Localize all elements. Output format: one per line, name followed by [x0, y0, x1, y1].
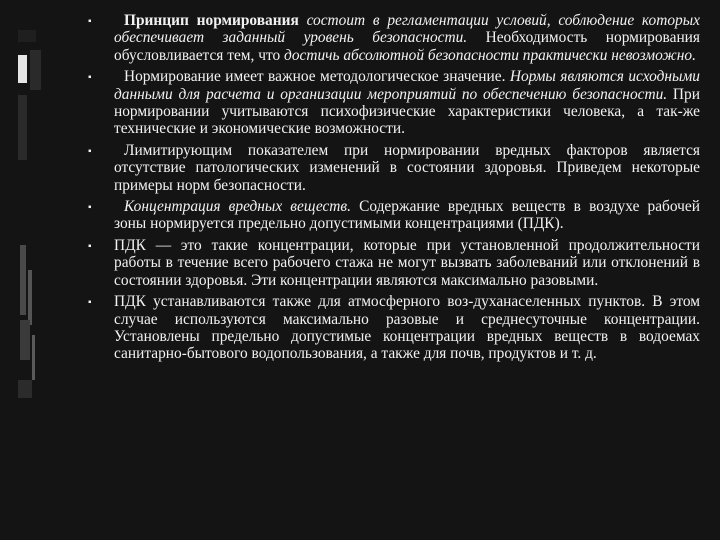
bullet-item-4 — [84, 198, 700, 233]
text-segment: Концентрация вредных веществ. — [124, 198, 351, 216]
decor-block — [28, 270, 32, 325]
bullet-icon: ▪ — [88, 16, 92, 27]
text-segment: ПДК — это такие концентрации, которые при установленной продолжительности работы в течение всего рабочего стажа не могут вызвать заболеваний или отклонений в состоянии здоровья. Эти концентрации являются максимально разовыми. — [114, 236, 700, 289]
bullet-item-3 — [84, 142, 700, 194]
decor-block — [32, 335, 35, 380]
decor-block — [20, 245, 26, 315]
text-segment: Необходимость нормирования обусловливается тем, что — [114, 29, 700, 64]
bullet-icon: ▪ — [88, 240, 92, 252]
text-segment: При нормировании учитываются психофизические характеристики человека, а так-же технические и экономические возможности. — [114, 85, 700, 138]
text-segment: ПДК устанавливаются также для атмосферного воз-духанаселенных пунктов. В этом случае используются максимально разовые и среднесуточные концентрации. Установлены предельно допустимые концентрации вредных веществ в водоемах санитарно-бытового водопользования, а также для почв, продуктов и т. д. — [114, 293, 700, 363]
text-segment: Принцип нормирования — [124, 12, 299, 29]
text-segment: Нормы являются исходными данными для расчета и организации мероприятий по обеспечению безопасности. — [114, 68, 700, 103]
decor-block — [18, 380, 32, 398]
bullet-icon: ▪ — [88, 297, 92, 309]
bullet-item-1 — [84, 12, 700, 64]
text-segment: достичь абсолютной безопасности практически невозможно. — [284, 46, 696, 64]
decor-block — [20, 320, 30, 360]
bullet-item-5 — [84, 237, 700, 289]
text-segment: Лимитирующим показателем при нормировании вредных факторов является отсутствие патологических изменений в состоянии здоровья. Приведем некоторые примеры норм безопасности. — [114, 141, 700, 194]
bullet-icon: ▪ — [88, 72, 92, 84]
bullet-item-6 — [84, 293, 700, 363]
text-segment: Нормирование имеет важное методологическое значение. — [124, 68, 510, 86]
decorative-sidebar — [0, 0, 60, 540]
bullet-icon: ▪ — [88, 202, 92, 214]
text-segment: Содержание вредных веществ в воздухе рабочей зоны нормируется предельно допустимыми концентрациями (ПДК). — [114, 198, 700, 233]
bullet-list — [84, 12, 700, 367]
text-segment: состоит в регламентации условий, соблюдение которых обеспечивает заданный уровень безопасности. — [114, 12, 700, 47]
decor-block — [18, 55, 27, 83]
decor-block — [18, 95, 27, 160]
decor-block — [18, 30, 36, 42]
decor-block — [30, 50, 41, 90]
bullet-icon: ▪ — [88, 145, 92, 157]
bullet-item-2 — [84, 68, 700, 138]
